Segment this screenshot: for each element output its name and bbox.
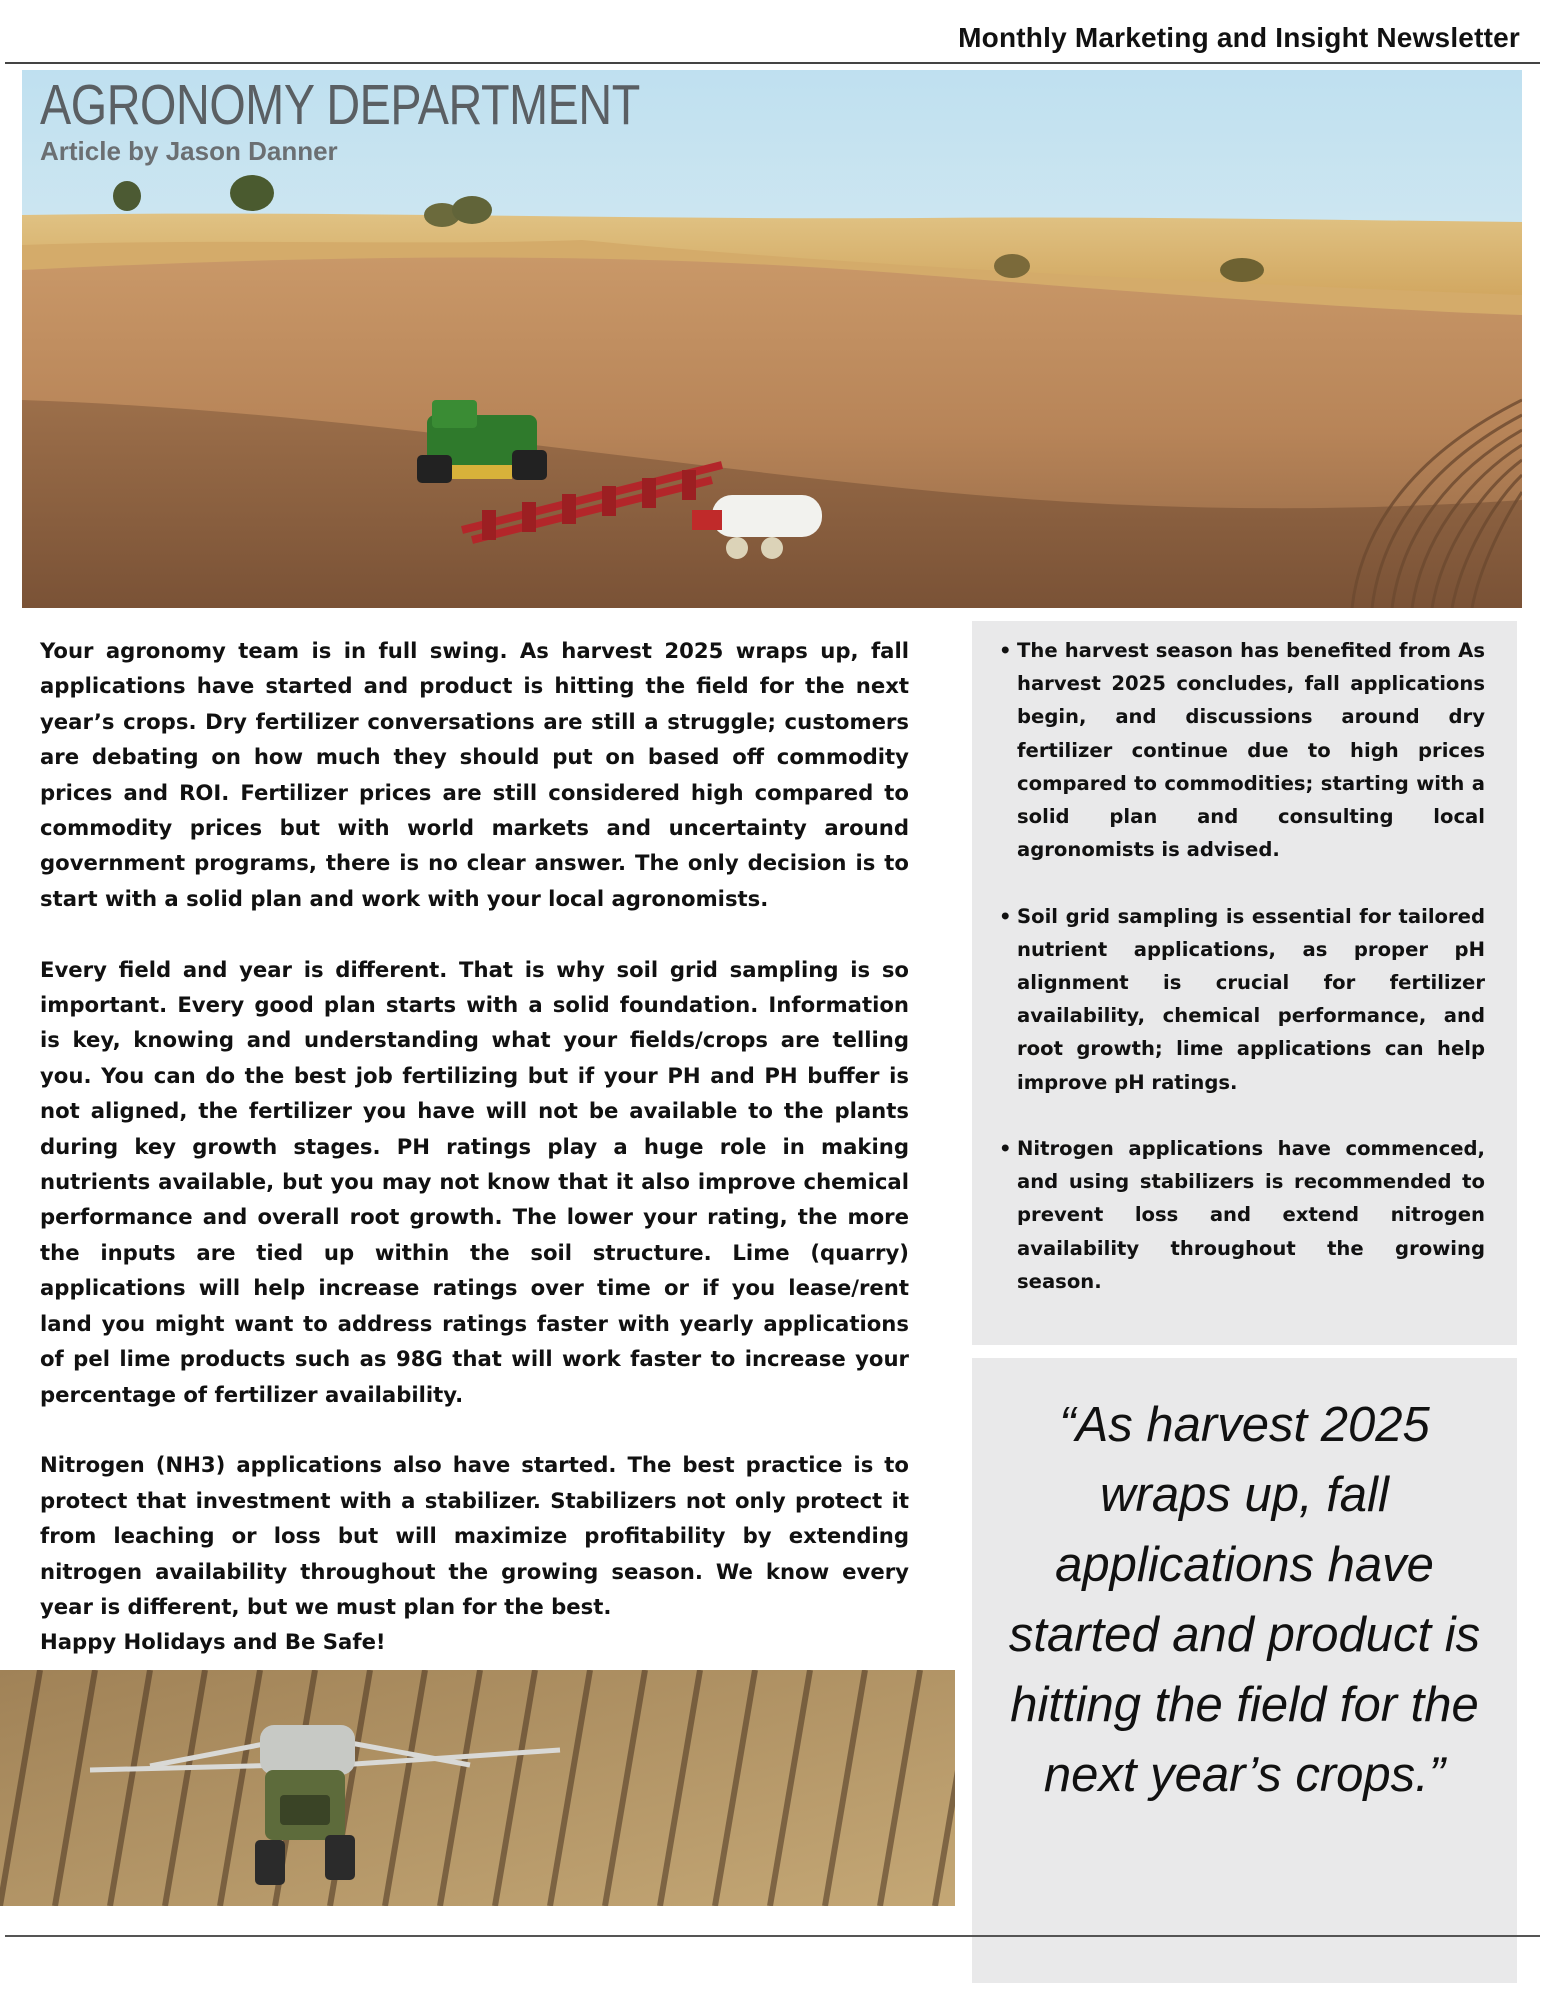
header-divider: [5, 62, 1540, 64]
department-title: AGRONOMY DEPARTMENT: [40, 73, 640, 137]
summary-item: [997, 634, 1485, 866]
summary-item-text: The harvest season has benefited from As harvest 2025 concludes, fall applications begin, and discussions around dry fertilizer continue due to high prices compared to commodities; starting with a solid plan and consulting local agronomists is advised.: [1017, 639, 1485, 862]
summary-item: [997, 900, 1485, 1099]
article-closing: Happy Holidays and Be Safe!: [40, 1629, 386, 1655]
newsletter-title: Monthly Marketing and Insight Newsletter: [958, 22, 1520, 53]
summary-item: [997, 1132, 1485, 1298]
footer-divider: [5, 1935, 1540, 1937]
summary-item-text: Nitrogen applications have commenced, and using stabilizers is recommended to prevent loss and extend nitrogen availability throughout the growing season.: [1017, 1137, 1485, 1293]
article-byline: Article by Jason Danner: [40, 136, 338, 166]
pull-quote: “As harvest 2025 wraps up, fall applications have started and product is hitting the field for the next year’s crops.”: [1008, 1398, 1481, 1802]
bullet-icon: •: [999, 904, 1012, 928]
article-body: [40, 633, 909, 1660]
summary-list: [972, 621, 1517, 1298]
pull-quote-panel: [972, 1358, 1517, 1983]
article-paragraph: Nitrogen (NH3) applications also have started. The best practice is to protect that investment with a stabilizer. Stabilizers not only protect it from leaching or loss but will maximize profitability by extending nitrogen availability throughout the growing season. We know every year is different, but we must plan for the best.: [40, 1452, 909, 1619]
summary-item-text: Soil grid sampling is essential for tailored nutrient applications, as proper pH alignment is crucial for fertilizer availability, chemical performance, and root growth; lime applications can help improve pH ratings.: [1017, 904, 1485, 1094]
article-paragraph: Every field and year is different. That is why soil grid sampling is so important. Every good plan starts with a solid foundation. Information is key, knowing and understanding what your fields/crops are telling you. You can do the best job fertilizing but if your PH and PH buffer is not aligned, the fertilizer you have will not be available to the plants during key growth stages. PH ratings play a huge role in making nutrients available, but you may not know that it also improve chemical performance and overall root growth. The lower your rating, the more the inputs are tied up within the soil structure. Lime (quarry) applications will help increase ratings over time or if you lease/rent land you might want to address ratings faster with yearly applications of pel lime products such as 98G that will work faster to increase your percentage of fertilizer availability.: [40, 956, 909, 1407]
article-paragraph: Your agronomy team is in full swing. As harvest 2025 wraps up, fall applications have started and product is hitting the field for the next year’s crops. Dry fertilizer conversations are still a struggle; customers are debating on how much they should put on based off commodity prices and ROI. Fertilizer prices are still considered high compared to commodity prices but with world markets and uncertainty around government programs, there is no clear answer. The only decision is to start with a solid plan and work with your local agronomists.: [40, 638, 909, 911]
summary-bullets-panel: [972, 621, 1517, 1345]
bullet-icon: •: [999, 639, 1012, 662]
bullet-icon: •: [999, 1137, 1012, 1161]
sprayer-field-photo: [0, 1670, 955, 1906]
